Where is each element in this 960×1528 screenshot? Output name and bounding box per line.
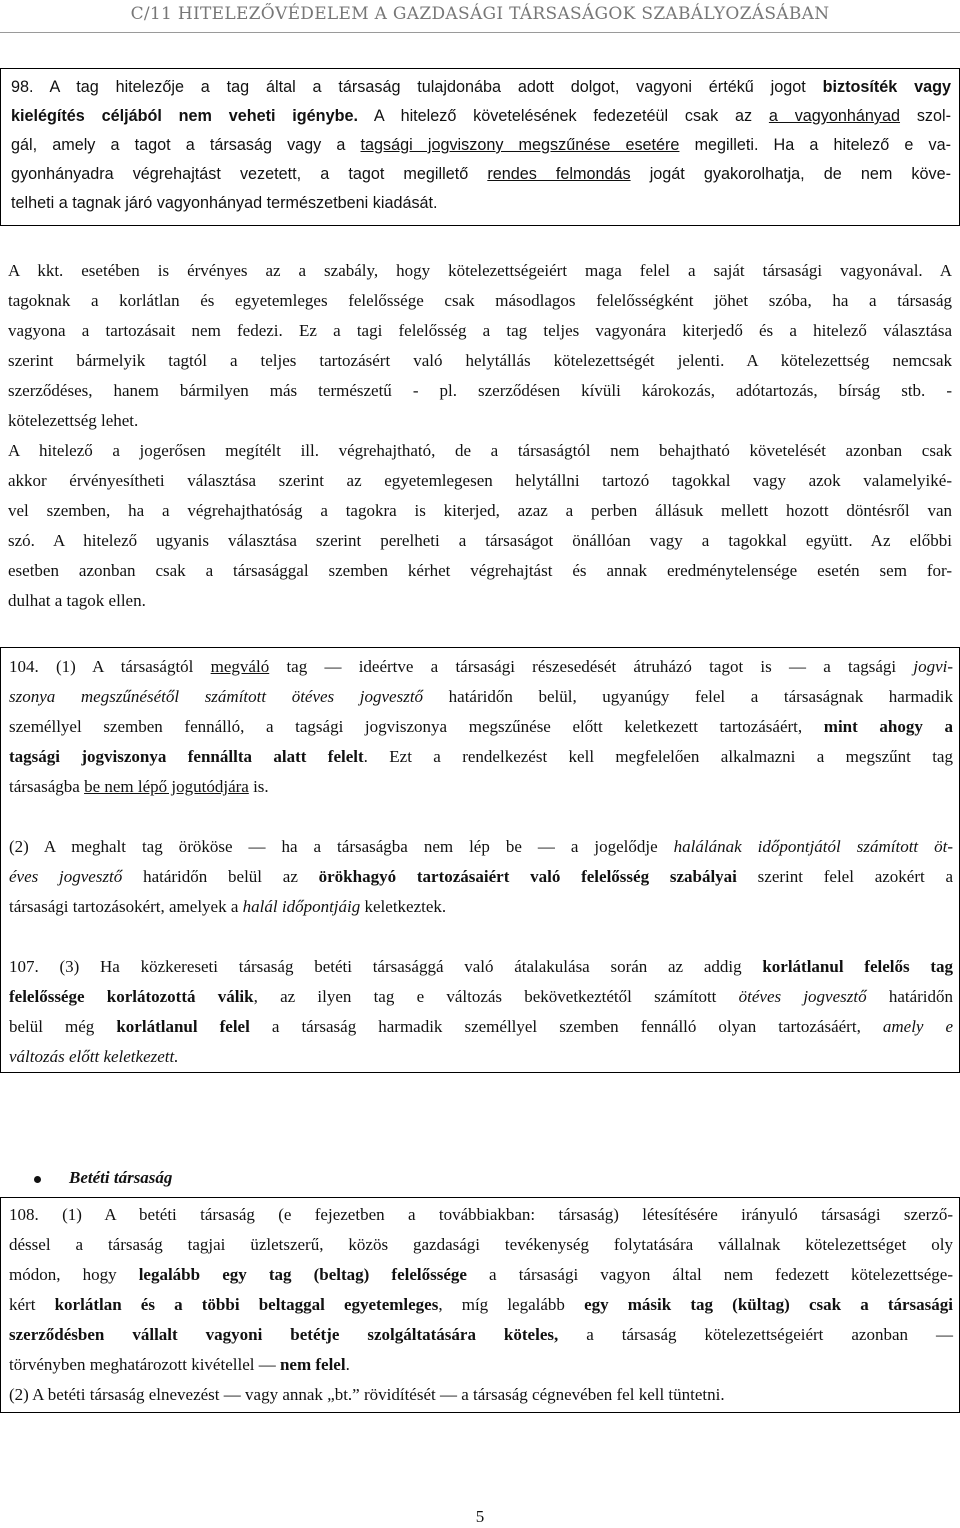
line: kért korlátlan és a többi beltaggal egyetemleges, míg legalább egy másik tag (kültag) csak a társasági <box>9 1295 954 1314</box>
bullet-icon <box>34 1176 41 1183</box>
line: szerint bármelyik tagtól a teljes tartozásért való helytállás kötelezettségét jelenti. A kötelezettség nemcsak <box>8 351 952 370</box>
line: szerződésben vállalt vagyoni betétje szolgáltatására köteles, a társaság kötelezettségeiért azonban ― <box>9 1325 953 1344</box>
header-rule <box>0 32 960 33</box>
line: törvényben meghatározott kivétellel ― nem felel. <box>9 1355 350 1374</box>
bullet-heading <box>34 1168 172 1188</box>
line: személlyel szemben fennálló, a tagsági jogviszonya megszűnése előtt keletkezett tartozásáért, mint ahogy a <box>9 717 953 736</box>
line: kielégítés céljából nem veheti igénybe. A hitelező követelésének fedezetéül csak az a vagyonhányad szol- <box>11 107 951 125</box>
line: déssel a társaság tagjai üzletszerű, közös gazdasági tevékenység folytatására vállalnak kötelezettséget oly <box>9 1235 953 1254</box>
line: 98. A tag hitelezője a tag által a társaság tulajdonába adott dolgot, vagyoni értékű jogot biztosíték vagy <box>11 78 952 96</box>
line: szerződéses, hanem bármilyen más természetű - pl. szerződésen kívüli károkozás, adótartozás, bírság stb. - <box>8 381 952 400</box>
line: vagyona a tartozásait nem fedezi. Ez a tagi felelősség a tag teljes vagyonára kiterjedő és a hitelező választása <box>8 321 952 340</box>
line: kötelezettség lehet. <box>8 411 139 430</box>
line: akkor érvényesítheti választása szerint az egyetemlegesen helytállni tartozó tagokkal vagy azok valamelyiké- <box>8 471 952 490</box>
line: A kkt. esetében is érvényes az a szabály, hogy kötelezettségeiért maga felel a saját társasági vagyonával. A <box>8 261 952 280</box>
section-number: 98. <box>11 78 34 96</box>
line: vel szemben, ha a végrehajthatóság a tagokra is kiterjed, azaz a perben állásuk mellett hozott döntésről van <box>8 501 952 520</box>
spacer <box>9 922 953 952</box>
section-104-text <box>1 648 959 1072</box>
page-number: 5 <box>475 1507 485 1526</box>
line: szonya megszűnésétől számított ötéves jogvesztő határidőn belül, ugyanúgy felel a társaságnak harmadik <box>9 687 953 706</box>
line: esetben azonban csak a társasággal szemben kérhet végrehajtást és annak eredménytelensége esetén sem for- <box>8 561 952 580</box>
line: módon, hogy legalább egy tag (beltag) felelőssége a társasági vagyon által nem fedezett kötelezettsége- <box>9 1265 953 1284</box>
spacer <box>9 802 953 832</box>
line: A hitelező a jogerősen megítélt ill. végrehajtható, de a társaságtól nem behajtható követelését azonban csak <box>8 441 952 460</box>
line: 104. (1) A társaságtól megváló tag ― ideértve a társasági részesedését átruházó tagot is ― a tagsági jogvi- <box>9 657 954 676</box>
kkt-paragraph-1 <box>8 256 952 616</box>
line: (2) A betéti társaság elnevezést ― vagy annak „bt.” rövidítését ― a társaság cégnevében fel kell tüntetni. <box>9 1385 725 1404</box>
section-104-107-box <box>0 647 960 1073</box>
line: felelőssége korlátozottá válik, az ilyen tag e változás bekövetkeztétől számított ötéves jogvesztő határidőn <box>9 987 954 1006</box>
line: (2) A meghalt tag örököse ― ha a társaságba nem lép be ― a jogelődje halálának időpontjától számított öt- <box>9 837 954 856</box>
line: dulhat a tagok ellen. <box>8 591 146 610</box>
line: 107. (3) Ha közkereseti társaság betéti társasággá való átalakulása során az addig korlátlanul felelős tag <box>9 957 954 976</box>
line: belül még korlátlanul felel a társaság harmadik személlyel szemben fennálló olyan tartozásáért, amely e <box>9 1017 954 1036</box>
section-98-text <box>1 69 959 218</box>
line: gyonhányadra végrehajtást vezetett, a tagot megillető rendes felmondás jogát gyakorolhatja, de nem köve- <box>11 165 952 183</box>
line: tagoknak a korlátlan és egyetemleges felelőssége csak másodlagos felelősségként jöhet szóba, ha a társaság <box>8 291 952 310</box>
line: társasági tartozásokért, amelyek a halál időpontjáig keletkeztek. <box>9 897 447 916</box>
section-98-box <box>0 68 960 226</box>
section-number: 104. <box>9 657 39 676</box>
line: gál, amely a tagot a társaság vagy a tagsági jogviszony megszűnése esetére megilleti. Ha a hitelező e va- <box>11 136 952 154</box>
line: telheti a tagnak járó vagyonhányad természetbeni kiadását. <box>11 194 438 212</box>
heading-text: Betéti társaság <box>69 1168 173 1187</box>
line: 108. (1) A betéti társaság (e fejezetben a továbbiakban: társaság) létesítésére irányuló társasági szerző- <box>9 1205 954 1224</box>
section-108-box <box>0 1197 960 1413</box>
line: éves jogvesztő határidőn belül az örökhagyó tartozásaiért való felelősség szabályai szerint felel azokért a <box>9 867 954 886</box>
line: szó. A hitelező ugyanis választása szerint perelheti a társaságot önállóan vagy a tagokkal együtt. Az előbbi <box>8 531 952 550</box>
section-number: 107. <box>9 957 39 976</box>
running-header: C/11 HITELEZŐVÉDELEM A GAZDASÁGI TÁRSASÁGOK SZABÁLYOZÁSÁBAN <box>130 4 830 24</box>
line: társaságba be nem lépő jogutódjára is. <box>9 777 269 796</box>
line: változás előtt keletkezett. <box>9 1047 179 1066</box>
section-108-text <box>1 1198 959 1410</box>
line: tagsági jogviszonya fennállta alatt felelt. Ezt a rendelkezést kell megfelelően alkalmazni a megszűnt tag <box>9 747 953 766</box>
section-number: 108. <box>9 1205 39 1224</box>
